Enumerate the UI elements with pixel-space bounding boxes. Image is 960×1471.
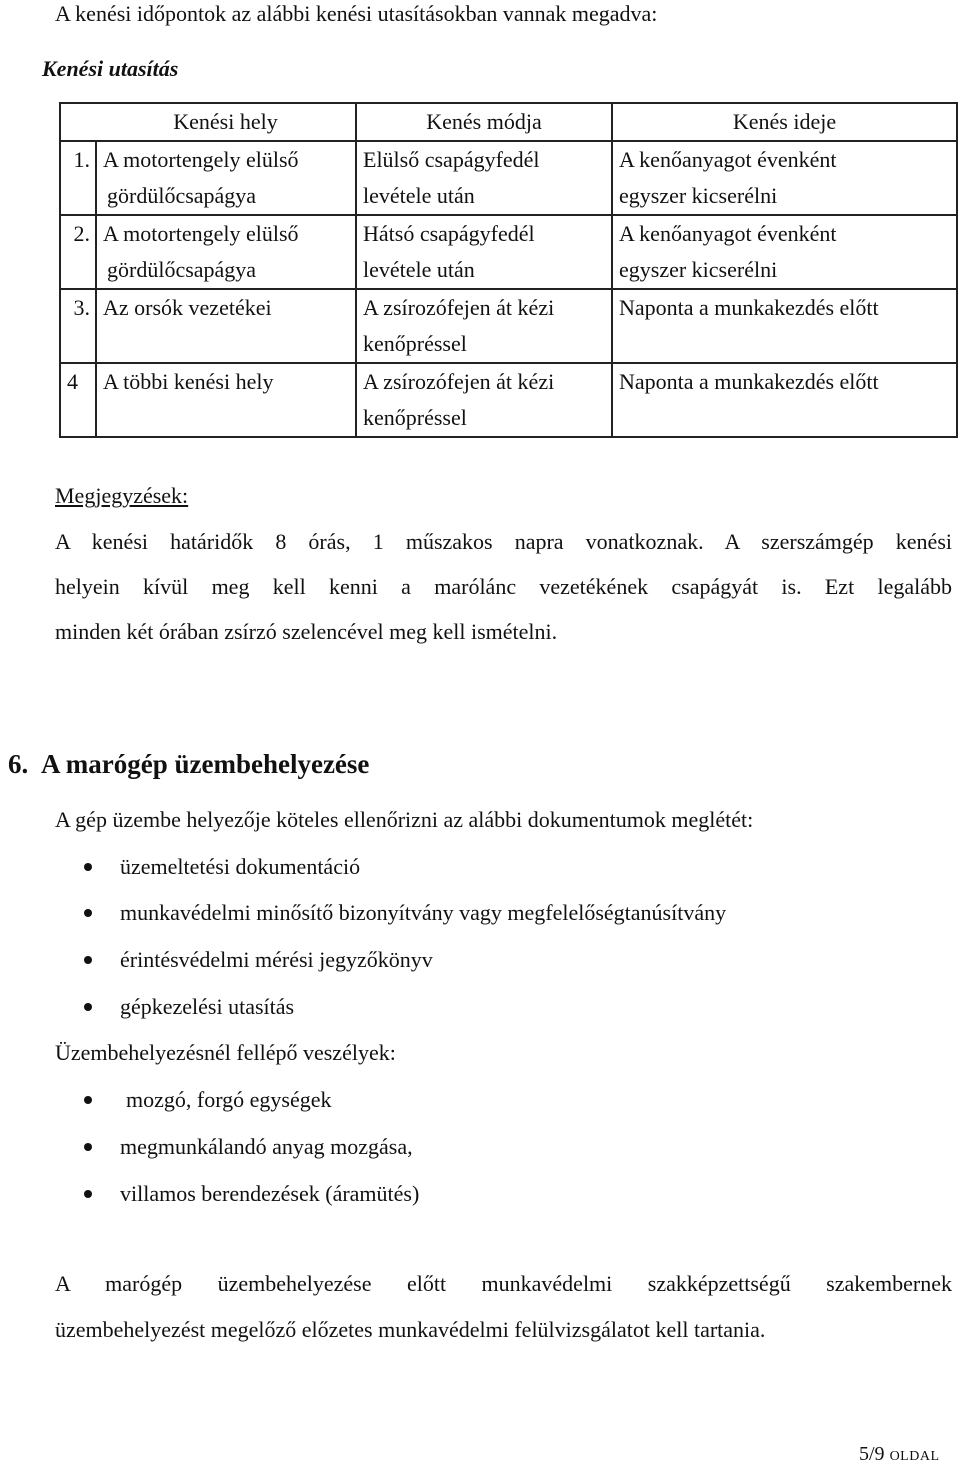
lubrication-table bbox=[59, 102, 958, 438]
bullet-icon bbox=[84, 1096, 92, 1104]
page-label: OLDAL bbox=[889, 1449, 940, 1464]
hazards-intro: Üzembehelyezésnél fellépő veszélyek: bbox=[55, 1040, 396, 1065]
table-row bbox=[60, 215, 957, 289]
table-title: Kenési utasítás bbox=[42, 56, 179, 81]
bullet-icon bbox=[84, 1143, 92, 1151]
table-row bbox=[60, 363, 957, 437]
list-item: érintésvédelmi mérési jegyzőkönyv bbox=[120, 947, 433, 972]
row-time: A kenőanyagot évenként egyszer kicserélni bbox=[612, 215, 957, 289]
header-time: Kenés ideje bbox=[612, 103, 957, 141]
bullet-icon bbox=[84, 956, 92, 964]
page-number: 5/9 bbox=[859, 1443, 885, 1465]
list-item: üzemeltetési dokumentáció bbox=[120, 854, 361, 879]
list-item: megmunkálandó anyag mozgása, bbox=[120, 1134, 413, 1159]
table-header-row bbox=[60, 103, 957, 141]
notes-line-2: helyein kívül meg kell kenni a marólánc vezetékének csapágyát is. Ezt legalább bbox=[55, 574, 952, 599]
list-item: gépkezelési utasítás bbox=[120, 994, 295, 1019]
list-item: mozgó, forgó egységek bbox=[126, 1087, 332, 1112]
final-line-1: A marógép üzembehelyezése előtt munkavédelmi szakképzettségű szakembernek bbox=[55, 1271, 952, 1296]
row-method: A zsírozófejen át kézi kenőpréssel bbox=[356, 363, 612, 437]
row-time: Naponta a munkakezdés előtt bbox=[612, 363, 957, 437]
row-method: Hátsó csapágyfedél levétele után bbox=[356, 215, 612, 289]
row-place: A motortengely elülső gördülőcsapágya bbox=[96, 215, 356, 289]
table-row bbox=[60, 141, 957, 215]
row-place: A motortengely elülső gördülőcsapágya bbox=[96, 141, 356, 215]
row-number: 1. bbox=[60, 141, 96, 215]
row-number: 3. bbox=[60, 289, 96, 363]
list-item: munkavédelmi minősítő bizonyítvány vagy megfelelőségtanúsítvány bbox=[120, 900, 727, 925]
notes-line-3: minden két órában zsírzó szelencével meg kell ismételni. bbox=[55, 619, 558, 644]
list-item: villamos berendezések (áramütés) bbox=[120, 1181, 420, 1206]
header-method: Kenés módja bbox=[356, 103, 612, 141]
intro-text: A kenési időpontok az alábbi kenési utasításokban vannak megadva: bbox=[55, 1, 658, 26]
row-number: 4 bbox=[60, 363, 96, 437]
bullet-icon bbox=[84, 1003, 92, 1011]
row-method: A zsírozófejen át kézi kenőpréssel bbox=[356, 289, 612, 363]
row-place: Az orsók vezetékei bbox=[96, 289, 356, 363]
final-line-2: üzembehelyezést megelőző előzetes munkavédelmi felülvizsgálatot kell tartania. bbox=[55, 1317, 766, 1342]
row-place: A többi kenési hely bbox=[96, 363, 356, 437]
page-footer bbox=[859, 1440, 940, 1471]
table-row bbox=[60, 289, 957, 363]
docs-intro: A gép üzembe helyezője köteles ellenőrizni az alábbi dokumentumok meglétét: bbox=[55, 807, 754, 832]
bullet-icon bbox=[84, 909, 92, 917]
row-time: A kenőanyagot évenként egyszer kicserélni bbox=[612, 141, 957, 215]
row-time: Naponta a munkakezdés előtt bbox=[612, 289, 957, 363]
section-number: 6. bbox=[8, 749, 29, 779]
bullet-icon bbox=[84, 1190, 92, 1198]
row-number: 2. bbox=[60, 215, 96, 289]
header-place: Kenési hely bbox=[96, 103, 356, 141]
section-heading bbox=[8, 748, 369, 780]
notes-line-1: A kenési határidők 8 órás, 1 műszakos napra vonatkoznak. A szerszámgép kenési bbox=[55, 529, 952, 554]
bullet-icon bbox=[84, 863, 92, 871]
notes-label: Megjegyzések: bbox=[55, 483, 189, 508]
section-title: A marógép üzembehelyezése bbox=[41, 749, 370, 779]
row-method: Elülső csapágyfedél levétele után bbox=[356, 141, 612, 215]
